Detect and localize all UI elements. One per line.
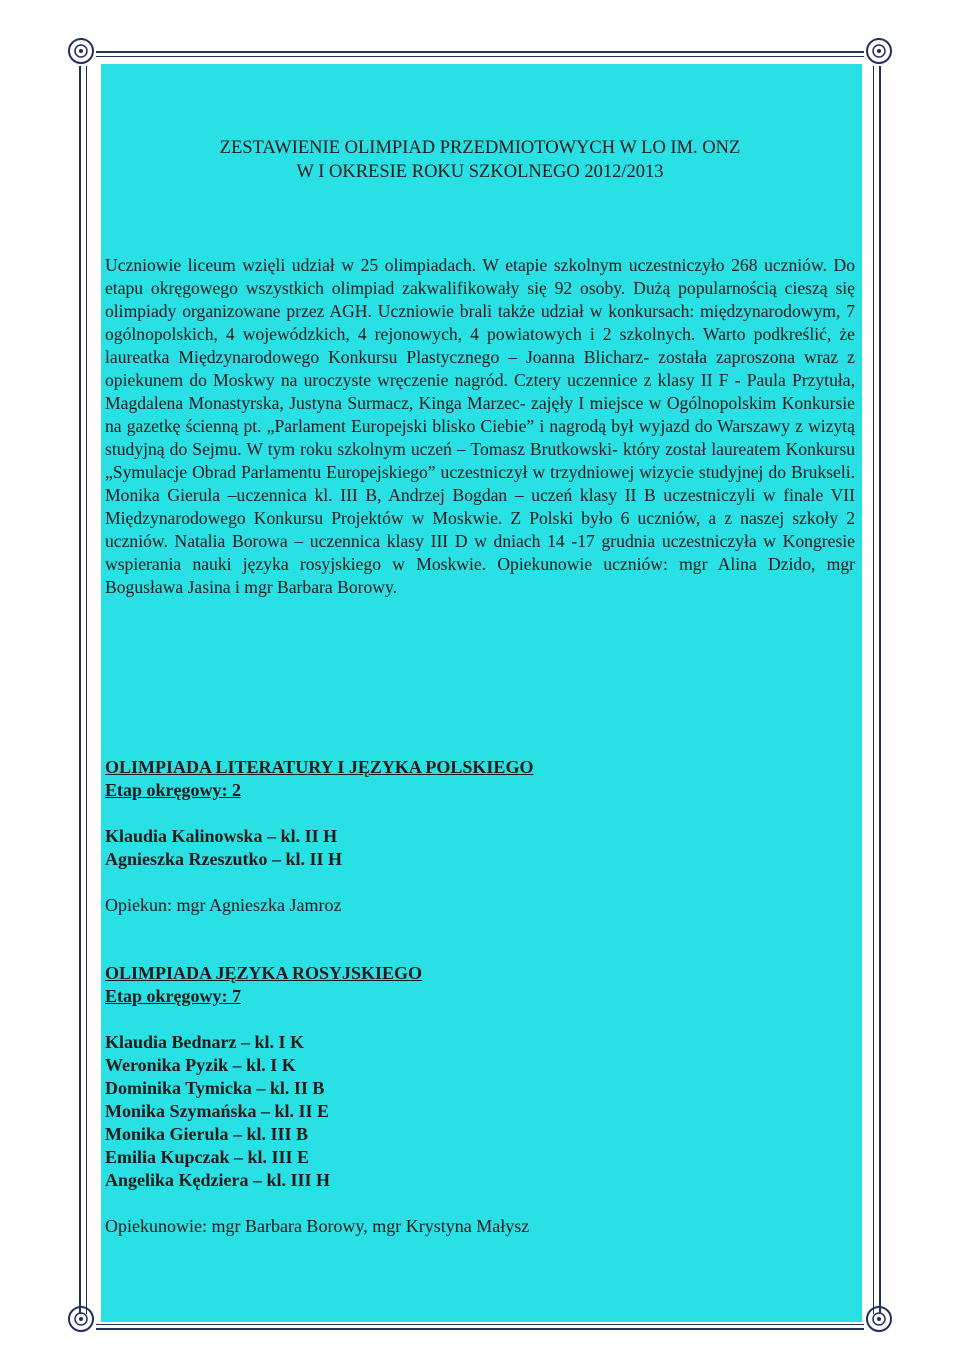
list-item: Agnieszka Rzeszutko – kl. II H [105,849,343,869]
list-item: Weronika Pyzik – kl. I K [105,1055,296,1075]
list-item: Monika Gierula – kl. III B [105,1124,309,1144]
student-list [105,825,855,871]
section-polish-olympiad [105,756,855,917]
section-stage: Etap okręgowy: 2 [105,780,241,800]
title-line-2: W I OKRESIE ROKU SZKOLNEGO 2012/2013 [296,162,664,182]
list-item: Monika Szymańska – kl. II E [105,1101,330,1121]
list-item: Emilia Kupczak – kl. III E [105,1147,310,1167]
list-item: Angelika Kędziera – kl. III H [105,1170,331,1190]
section-heading: OLIMPIADA JĘZYKA ROSYJSKIEGO [105,963,423,983]
intro-paragraph: Uczniowie liceum wzięli udział w 25 olimpiadach. W etapie szkolnym uczestniczyło 268 uczniów. Do etapu okręgowego wszystkich olimpiad zakwalifikowały się 92 osoby. Dużą popularnością cieszą się olimpiady organizowane przez AGH. Uczniowie brali także udział w konkursach: międzynarodowym, 7 ogólnopolskich, 4 wojewódzkich, 4 rejonowych, 4 powiatowych i 2 szkolnych. Warto podkreślić, że laureatka Międzynarodowego Konkursu Plastycznego – Joanna Blicharz- została zaproszona wraz z opiekunem do Moskwy na uroczyste wręczenie nagród. Cztery uczennice z klasy II F - Paula Przytuła, Magdalena Monastyrska, Justyna Surmacz, Kinga Marzec- zajęły I miejsce w Ogólnopolskim Konkursie na gazetkę ścienną pt. „Parlament Europejski blisko Ciebie” i nagrodą był wyjazd do Warszawy z wizytą studyjną do Sejmu. W tym roku szkolnym uczeń – Tomasz Brutkowski- który został laureatem Konkursu „Symulacje Obrad Parlamentu Europejskiego” uczestniczył w trzydniowej wizycie studyjnej do Brukseli. Monika Gierula –uczennica kl. III B, Andrzej Bogdan – uczeń klasy II B uczestniczyli w finale VII Międzynarodowego Konkursu Projektów w Moskwie. Z Polski było 6 uczniów, a z naszej szkoły 2 uczniów. Natalia Borowa – uczennica klasy III D w dniach 14 -17 grudnia uczestniczyła w Kongresie wspierania nauki języka rosyjskiego w Moskwie. Opiekunowie uczniów: mgr Alina Dzido, mgr Bogusława Jasina i mgr Barbara Borowy. [105,255,855,597]
document-title [105,136,855,184]
section-supervisor: Opiekunowie: mgr Barbara Borowy, mgr Krystyna Małysz [105,1216,530,1236]
list-item: Klaudia Kalinowska – kl. II H [105,826,338,846]
section-supervisor: Opiekun: mgr Agnieszka Jamroz [105,895,342,915]
section-heading: OLIMPIADA LITERATURY I JĘZYKA POLSKIEGO [105,757,534,777]
list-item: Klaudia Bednarz – kl. I K [105,1032,305,1052]
student-list [105,1031,855,1192]
title-line-1: ZESTAWIENIE OLIMPIAD PRZEDMIOTOWYCH W LO IM. ONZ [219,138,741,158]
list-item: Dominika Tymicka – kl. II B [105,1078,325,1098]
section-stage: Etap okręgowy: 7 [105,986,241,1006]
section-russian-olympiad [105,962,855,1238]
